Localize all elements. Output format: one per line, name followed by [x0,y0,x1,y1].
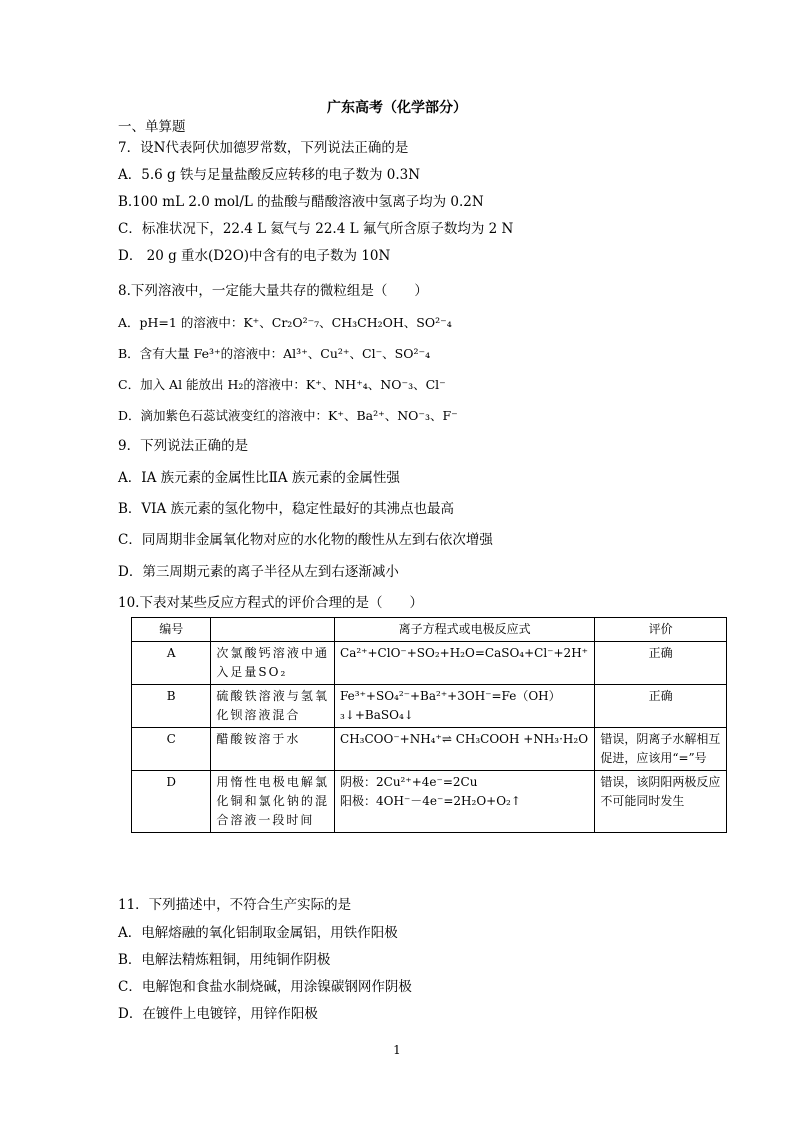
q8-option-c: C．加入 Al 能放出 H₂的溶液中：K⁺、NH⁺₄、NO⁻₃、Cl⁻ [118,377,446,392]
q7-option-c: C．标准状况下，22.4 L 氦气与 22.4 L 氟气所含原子数均为 2 N [118,221,514,237]
q8-option-d: D．滴加紫色石蕊试液变红的溶液中：K⁺、Ba²⁺、NO⁻₃、F⁻ [118,408,458,423]
row-id: A [132,642,211,685]
q7-option-b: B.100 mL 2.0 mol/L 的盐酸与醋酸溶液中氢离子均为 0.2N [118,194,484,210]
page-number: 1 [393,1043,401,1057]
row-evaluation: 错误，该阴阳两极反应不可能同时发生 [595,771,727,833]
q9-option-c: C．同周期非金属氧化物对应的水化物的酸性从左到右依次增强 [118,532,493,548]
q9-option-a: A．IA 族元素的金属性比ⅡA 族元素的金属性强 [118,470,400,486]
q9-option-d: D．第三周期元素的离子半径从左到右逐渐减小 [118,564,399,580]
row-id: D [132,771,211,833]
q11-option-a: A．电解熔融的氧化铝制取金属铝，用铁作阳极 [118,925,398,941]
row-equation: Ca²⁺+ClO⁻+SO₂+H₂O=CaSO₄+Cl⁻+2H⁺ [335,642,595,685]
row-id: C [132,728,211,771]
row-description: 次氯酸钙溶液中通入足量SO₂ [211,642,335,685]
table-header-cell: 离子方程式或电极反应式 [335,618,595,642]
table-header-cell: 评价 [595,618,727,642]
cathode-equation: 阴极：2Cu²⁺+4e⁻=2Cu [340,775,478,789]
row-evaluation: 正确 [595,642,727,685]
table-header-row [132,618,727,642]
q7-option-d: D． 20 g 重水(D2O)中含有的电子数为 10N [118,248,391,264]
q7-option-a: A．5.6 g 铁与足量盐酸反应转移的电子数为 0.3N [118,167,421,183]
row-description: 硫酸铁溶液与氢氧化钡溶液混合 [211,685,335,728]
row-id: B [132,685,211,728]
table-header-cell: 编号 [132,618,211,642]
table-header-cell [211,618,335,642]
page-title: 广东高考（化学部分） [327,100,467,116]
table-row [132,771,727,833]
table-row [132,728,727,771]
row-equation: CH₃COO⁻+NH₄⁺⇌ CH₃COOH +NH₃·H₂O [335,728,595,771]
evaluation-table [131,617,727,833]
table-row [132,642,727,685]
q11-stem: 11．下列描述中，不符合生产实际的是 [118,897,352,913]
q8-option-b: B．含有大量 Fe³⁺的溶液中：Al³⁺、Cu²⁺、Cl⁻、SO²⁻₄ [118,346,431,361]
q11-option-b: B．电解法精炼粗铜，用纯铜作阴极 [118,952,331,968]
row-equation [335,771,595,833]
table-row [132,685,727,728]
q11-option-d: D．在镀件上电镀锌，用锌作阳极 [118,1006,318,1022]
q8-stem: 8.下列溶液中，一定能大量共存的微粒组是（ ） [118,283,428,299]
row-equation: Fe³⁺+SO₄²⁻+Ba²⁺+3OH⁻=Fe（OH）₃↓+BaSO₄↓ [335,685,595,728]
row-evaluation: 正确 [595,685,727,728]
q11-option-c: C．电解饱和食盐水制烧碱，用涂镍碳钢网作阴极 [118,979,412,995]
q9-option-b: B．VIA 族元素的氢化物中，稳定性最好的其沸点也最高 [118,501,455,517]
anode-equation: 阳极：4OH⁻－4e⁻=2H₂O+O₂↑ [340,794,521,808]
row-description: 醋酸铵溶于水 [211,728,335,771]
row-description: 用惰性电极电解氯化铜和氯化钠的混合溶液一段时间 [211,771,335,833]
section-heading: 一、单算题 [118,119,186,135]
q7-stem: 7．设N代表阿伏加德罗常数，下列说法正确的是 [118,140,409,156]
q9-stem: 9．下列说法正确的是 [118,438,249,454]
q8-option-a: A．pH=1 的溶液中：K⁺、Cr₂O²⁻₇、CH₃CH₂OH、SO²⁻₄ [118,315,452,330]
row-evaluation: 错误，阴离子水解相互促进，应该用“=”号 [595,728,727,771]
q10-stem: 10.下表对某些反应方程式的评价合理的是（ ） [118,595,423,611]
